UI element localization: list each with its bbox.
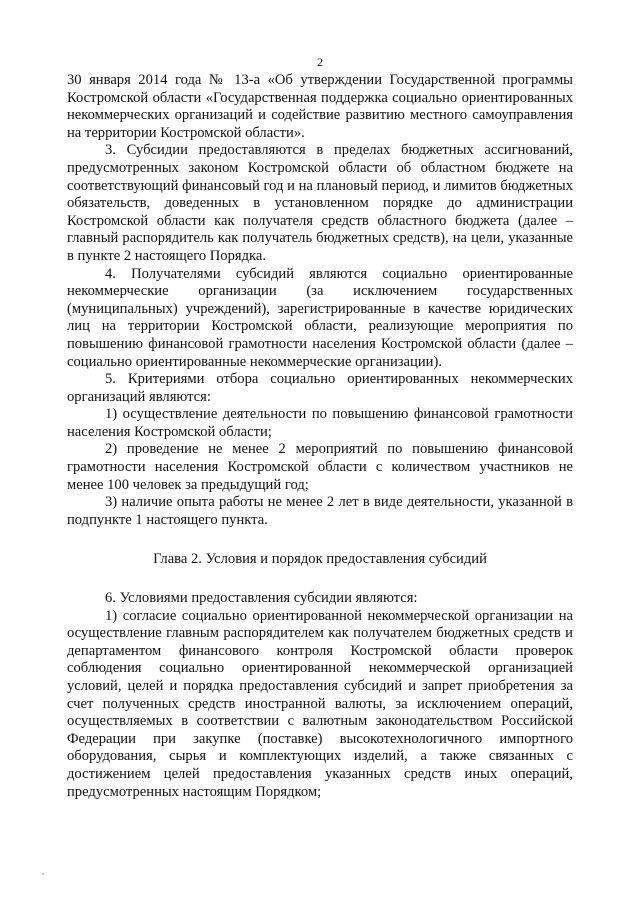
subitem-6-1: 1) согласие социально ориентированной некоммерческой организации на осуществление главным распорядителем как получателем бюджетных средств и департаментом финансового контроля Костромской области проверок соблюдения социально ориентированной некоммерческой организацией условий, целей и порядка предоставления субсидий и запрет приобретения за счет полученных средств иностранной валюты, за исключением операций, осуществляемых в соответствии с валютным законодательством Российской Федерации при закупке (поставке) высокотехнологичного импортного оборудования, сырья и комплектующих изделий, а также связанных с достижением целей предоставления указанных средств иных операций, предусмотренных настоящим Порядком; (67, 607, 573, 800)
chapter-heading: Глава 2. Условия и порядок предоставления субсидий (153, 551, 487, 568)
paragraph-item-4: 4. Получателями субсидий являются социально ориентированные некоммерческие организации (за исключением государственных (муниципальных) учреждений), зарегистрированные в качестве юридических лиц на территории Костромской области, реализующие мероприятия по повышению финансовой грамотности населения Костромской области (далее – социально ориентированные некоммерческие организации). (67, 265, 573, 370)
paragraph-continuation: 30 января 2014 года № 13-а «Об утверждении Государственной программы Костромской области «Государственная поддержка социально ориентированных некоммерческих организаций и содействие развитию местного самоуправления на территории Костромской области». (67, 72, 573, 141)
paragraph-item-3: 3. Субсидии предоставляются в пределах бюджетных ассигнований, предусмотренных законом Костромской области об областном бюджете на соответствующий финансовый год и на плановый период, и лимитов бюджетных обязательств, доведенных в установленном порядке до администрации Костромской области как получателя средств областного бюджета (далее – главный распорядитель как получатель бюджетных средств), на цели, указанные в пункте 2 настоящего Порядка. (67, 142, 573, 264)
subitem-5-3: 3) наличие опыта работы не менее 2 лет в виде деятельности, указанной в подпункте 1 настоящего пункта. (67, 494, 573, 528)
page-number: 2 (317, 55, 323, 69)
document-body (67, 72, 573, 801)
scan-artifact (42, 873, 44, 875)
subitem-5-2: 2) проведение не менее 2 мероприятий по повышению финансовой грамотности населения Костромской области с количеством участников не менее 100 человек за предыдущий год; (67, 441, 573, 493)
paragraph-item-5: 5. Критериями отбора социально ориентированных некоммерческих организаций являются: (67, 371, 573, 405)
subitem-5-1: 1) осуществление деятельности по повышению финансовой грамотности населения Костромской области; (67, 406, 573, 440)
paragraph-item-6: 6. Условиями предоставления субсидии являются: (105, 590, 418, 607)
